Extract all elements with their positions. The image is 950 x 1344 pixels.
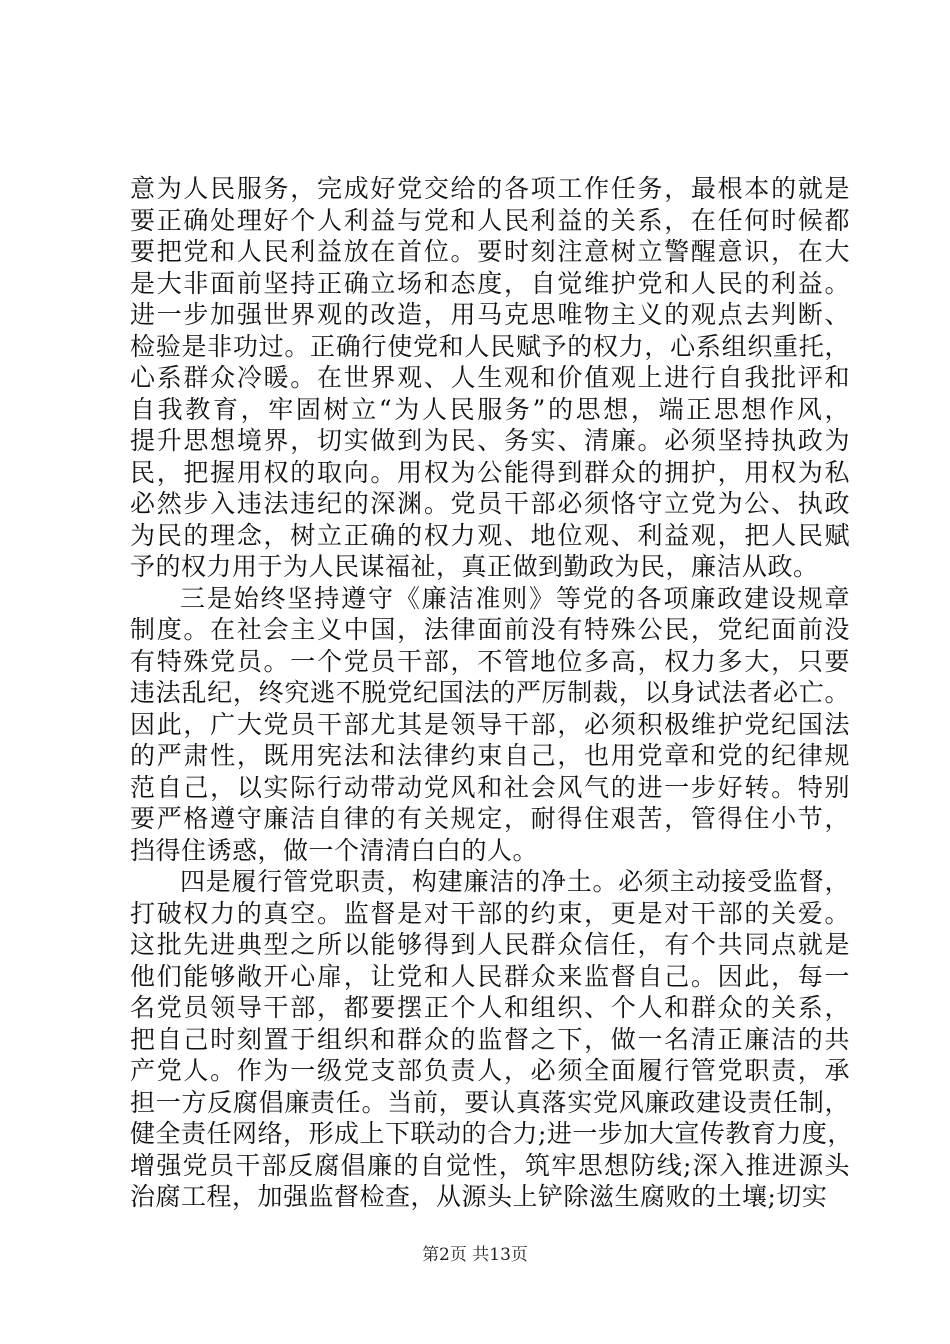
document-body xyxy=(130,173,853,1213)
text-line: 因此，广大党员干部尤其是领导干部，必须积极维护党纪国法 xyxy=(130,709,850,739)
text-line: 要严格遵守廉洁自律的有关规定，耐得住艰苦，管得住小节， xyxy=(130,804,850,833)
paragraph xyxy=(130,866,853,1213)
text-line: 检验是非功过。正确行使党和人民赋予的权力，心系组织重托， xyxy=(130,331,850,361)
text-line: 产党人。作为一级党支部负责人，必须全面履行管党职责，承 xyxy=(130,1056,850,1085)
text-line: 把自己时刻置于组织和群众的监督之下，做一名清正廉洁的共 xyxy=(130,1024,850,1054)
text-line: 健全责任网络，形成上下联动的合力;进一步加大宣传教育力度， xyxy=(130,1119,853,1148)
text-line: 增强党员干部反腐倡廉的自觉性，筑牢思想防线;深入推进源头 xyxy=(130,1150,850,1180)
text-line: 要把党和人民利益放在首位。要时刻注意树立警醒意识，在大 xyxy=(130,237,850,266)
text-line: 治腐工程，加强监督检查，从源头上铲除滋生腐败的土壤;切实 xyxy=(130,1182,828,1211)
text-line: 他们能够敞开心扉，让党和人民群众来监督自己。因此，每一 xyxy=(130,961,850,991)
text-line: 四是履行管党职责，构建廉洁的净土。必须主动接受监督， xyxy=(180,867,850,896)
text-line: 范自己，以实际行动带动党风和社会风气的进一步好转。特别 xyxy=(130,772,850,802)
paragraph xyxy=(130,583,850,867)
text-line: 挡得住诱惑，做一个清清白白的人。 xyxy=(130,835,539,865)
text-line: 违法乱纪，终究逃不脱党纪国法的严厉制裁，以身试法者必亡。 xyxy=(130,678,850,707)
text-line: 意为人民服务，完成好党交给的各项工作任务，最根本的就是 xyxy=(130,174,850,203)
text-line: 进一步加强世界观的改造，用马克思唯物主义的观点去判断、 xyxy=(130,300,850,329)
text-line: 提升思想境界，切实做到为民、务实、清廉。必须坚持执政为 xyxy=(130,426,850,455)
paragraph xyxy=(130,173,850,583)
text-line: 名党员领导干部，都要摆正个人和组织、个人和群众的关系， xyxy=(130,993,850,1022)
text-line: 自我教育，牢固树立“为人民服务”的思想，端正思想作风， xyxy=(130,394,850,424)
text-line: 是大非面前坚持正确立场和态度，自觉维护党和人民的利益。 xyxy=(130,268,850,298)
page-footer: 第2页 共13页 xyxy=(422,1245,528,1265)
text-line: 为民的理念，树立正确的权力观、地位观、利益观，把人民赋 xyxy=(130,520,850,550)
text-line: 制度。在社会主义中国，法律面前没有特殊公民，党纪面前没 xyxy=(130,615,850,644)
text-line: 三是始终坚持遵守《廉洁准则》等党的各项廉政建设规章 xyxy=(180,583,850,613)
text-line: 担一方反腐倡廉责任。当前，要认真落实党风廉政建设责任制， xyxy=(130,1087,850,1117)
text-line: 必然步入违法违纪的深渊。党员干部必须恪守立党为公、执政 xyxy=(130,489,850,518)
text-line: 打破权力的真空。监督是对干部的约束，更是对干部的关爱。 xyxy=(130,898,850,928)
text-line: 这批先进典型之所以能够得到人民群众信任，有个共同点就是 xyxy=(130,930,850,959)
text-line: 予的权力用于为人民谋福祉，真正做到勤政为民，廉洁从政。 xyxy=(130,552,819,581)
text-line: 心系群众冷暖。在世界观、人生观和价值观上进行自我批评和 xyxy=(130,363,850,392)
text-line: 民，把握用权的取向。用权为公能得到群众的拥护，用权为私 xyxy=(130,457,850,487)
text-line: 要正确处理好个人利益与党和人民利益的关系，在任何时候都 xyxy=(130,205,850,235)
text-line: 有特殊党员。一个党员干部，不管地位多高，权力多大，只要 xyxy=(130,646,850,676)
text-line: 的严肃性，既用宪法和法律约束自己，也用党章和党的纪律规 xyxy=(130,741,850,770)
